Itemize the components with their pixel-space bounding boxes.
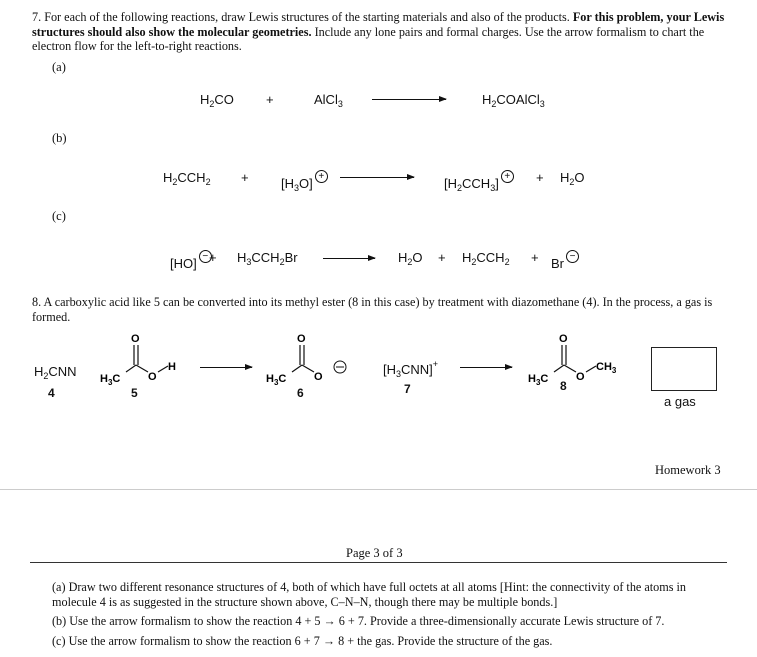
problem-7-number: 7. [32, 10, 42, 24]
compound-7-formula: $[H_3CNN]^+$ [383, 359, 439, 379]
problem-7-instructions: Include any lone pairs and formal charges. Use the arrow formalism to chart the electron flow for the left-to-right reactions. [32, 24, 705, 53]
svg-text:H: H [168, 361, 176, 373]
gas-label: a gas [664, 394, 696, 409]
problem-7-text [32, 10, 732, 54]
problem-8-number: 8. [32, 295, 42, 309]
reaction-arrow-8a [200, 367, 252, 368]
reactant-hydroxide: [HO] − [170, 250, 212, 271]
plus-sign: + [209, 250, 217, 265]
question-c: (c) Use the arrow formalism to show the reaction 6 + 7 → 8 + the gas. Provide the structure of the gas. [52, 634, 553, 648]
page-rule [30, 562, 727, 563]
reaction-arrow-8b [460, 367, 512, 368]
gas-answer-box [651, 347, 717, 391]
page-number: Page 3 of 3 [346, 546, 403, 560]
compound-8-structure [524, 330, 624, 400]
product-h2coalcl3: $H_2COAlCl_3$ [482, 92, 545, 109]
question-b: (b) Use the arrow formalism to show the reaction 4 + 5 → 6 + 7. Provide a three-dimensionally accurate Lewis structure of 7. [52, 614, 665, 628]
compound-8-number: 8 [560, 379, 567, 393]
homework-label: Homework 3 [655, 463, 721, 477]
svg-text:O: O [576, 371, 585, 383]
reactant-alcl3: AlCl$_3$ [314, 92, 343, 109]
question-a: (a) Draw two different resonance structures of 4, both of which have full octets at all atoms [Hint: the connectivity of the atoms in molecule 4 is as suggested in the structure shown above, C–N–N, though there may be multiple bonds.] [52, 580, 687, 609]
problem-8-text [32, 295, 732, 324]
reactant-h2cch2: $H_2CCH_2$ [163, 170, 211, 187]
svg-text:CH3: $CH_3$ [596, 361, 617, 375]
product-h2cch3-plus: $[H_2CCH_3]$ + [444, 170, 514, 191]
page-separator [0, 489, 757, 490]
svg-text:H3C: $H_3C$ [528, 373, 549, 387]
reactant-h2co: $H_2CO$ [200, 92, 234, 109]
svg-text:O: O [131, 333, 140, 345]
reaction-arrow-c [323, 258, 375, 259]
problem-7-intro: For each of the following reactions, draw Lewis structures of the starting materials and also of the products. [44, 10, 570, 24]
compound-6-structure [262, 330, 352, 400]
product-h2o: $H_2O$ [560, 170, 585, 187]
plus-sign: + [438, 250, 446, 265]
svg-text:O: O [148, 371, 157, 383]
svg-text:H3C: $H_3C$ [266, 373, 287, 387]
compound-4-number: 4 [48, 386, 55, 400]
plus-sign: + [531, 250, 539, 265]
problem-8-statement: A carboxylic acid like 5 can be converted into its methyl ester (8 in this case) by treatment with diazomethane (4). In the process, a gas is formed. [32, 295, 713, 324]
compound-4-formula: $H_2CNN$ [34, 364, 77, 381]
reaction-arrow-a [372, 99, 446, 100]
compound-5-number: 5 [131, 386, 138, 400]
plus-sign: + [266, 92, 274, 107]
reactant-h3cch2br: $H_3CCH_2Br$ [237, 250, 298, 267]
svg-text:O: O [314, 371, 323, 383]
compound-5-structure [96, 330, 186, 400]
part-c-label: (c) [52, 209, 66, 223]
plus-sign: + [536, 170, 544, 185]
svg-text:H3C: $H_3C$ [100, 373, 121, 387]
problem-7-bold-note: For this problem, your Lewis structures should also show the molecular geometries. [32, 10, 725, 39]
part-b-label: (b) [52, 131, 67, 145]
product-bromide: Br − [551, 250, 579, 271]
compound-6-number: 6 [297, 386, 304, 400]
product-h2o-c: $H_2O$ [398, 250, 423, 267]
product-h2cch2: $H_2CCH_2$ [462, 250, 510, 267]
svg-text:O: O [297, 333, 306, 345]
reaction-arrow-b [340, 177, 414, 178]
plus-sign: + [241, 170, 249, 185]
reactant-h3o-plus: $[H_3O]$ + [281, 170, 328, 191]
part-a-label: (a) [52, 60, 66, 74]
svg-text:O: O [559, 333, 568, 345]
compound-7-number: 7 [404, 382, 411, 396]
